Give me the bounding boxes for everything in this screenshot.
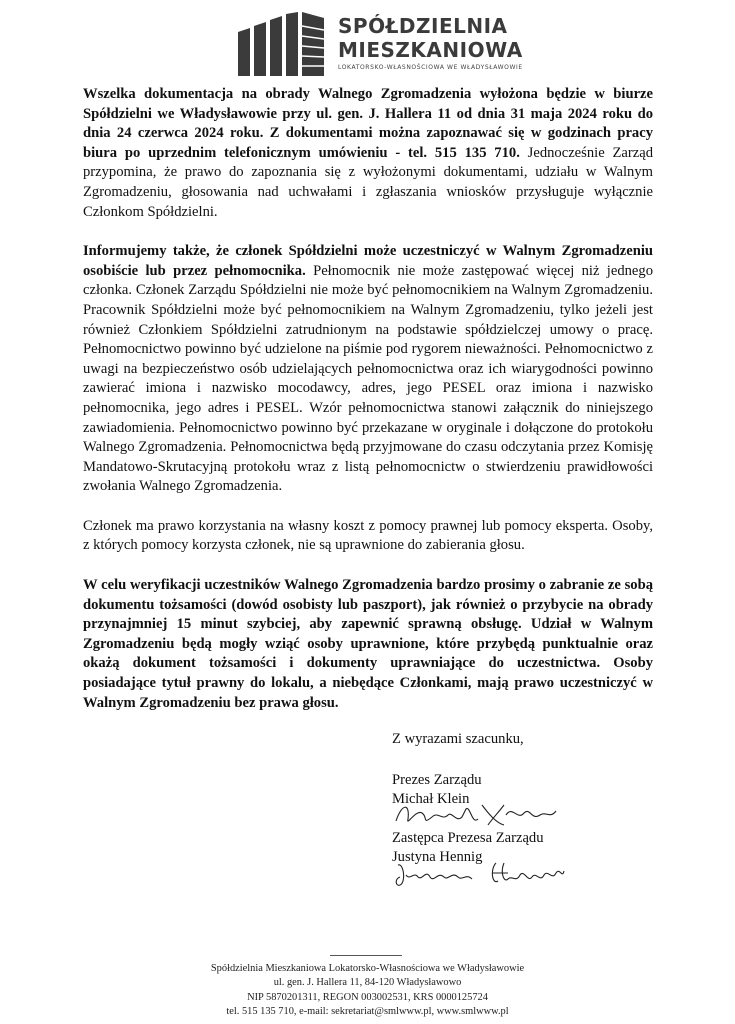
building-logo-icon — [236, 12, 326, 76]
logo-title-line2: MIESZKANIOWA — [338, 38, 523, 62]
closing-text: Z wyrazami szacunku, — [392, 731, 524, 747]
footer-organization: Spółdzielnia Mieszkaniowa Lokatorsko-Własnościowa we Władysławowie — [210, 963, 525, 974]
logo-subtitle: LOKATORSKO-WŁASNOŚCIOWA WE WŁADYSŁAWOWIE — [338, 64, 523, 71]
paragraph-proxy — [83, 242, 653, 497]
paragraph-legal-help — [83, 517, 653, 556]
paragraph-bold-text: Informujemy także, że członek Spółdzielni może uczestniczyć w Walnym Zgromadzeniu osobiście lub przez pełnomocnika. — [83, 243, 653, 279]
signatory-role: Prezes Zarządu — [392, 772, 482, 788]
signatory-name: Justyna Hennig — [392, 849, 483, 865]
logo-title — [338, 14, 523, 62]
footer — [150, 962, 585, 1019]
logo-title-line1: SPÓŁDZIELNIA — [338, 14, 508, 38]
cooperative-logo — [236, 8, 536, 78]
paragraph-text: Pełnomocnik nie może zastępować więcej niż jednego członka. Członek Zarządu Spółdzielni nie może być pełnomocnikiem na Walnym Zgromadzeniu. Pracownik Spółdzielni może być pełnomocnikiem na Walnym Zgromadzeniu, tylko jeżeli jest również Członkiem Spółdzielni zatrudnionym na podstawie spółdzielczej umowy o pracę. Pełnomocnictwo powinno być udzielone na piśmie pod rygorem nieważności. Pełnomocnictwo z uwagi na bezpieczeństwo osób udzielających pełnomocnictwa oraz ich wiarygodności powinno zawierać imiona i nazwisko mocodawcy, adres, jego PESEL oraz imiona i nazwisko pełnomocnika, jego adres i PESEL. Wzór pełnomocnictwa stanowi załącznik do niniejszego zawiadomienia. Pełnomocnictwo powinno być przekazane w oryginale i dołączone do protokołu Walnego Zgromadzenia. Pełnomocnictwa będą przyjmowane do czasu odczytania przez Komisję Mandatowo-Skrutacyjną protokołu wraz z listą pełnomocnictw o stwierdzeniu prawidłowości zwołania Walnego Zgromadzenia. — [83, 262, 653, 495]
paragraph-text: Jednocześnie Zarząd przypomina, że prawo do zapoznania się z wyłożonymi dokumentami, udziału w Walnym Zgromadzeniu, głosowania nad uchwałami i zgłaszania wniosków przysługuje wyłącznie Członkom Spółdzielni. — [83, 144, 653, 220]
signatory-role: Zastępca Prezesa Zarządu — [392, 830, 544, 846]
footer-divider — [330, 955, 402, 956]
paragraph-bold-text: W celu weryfikacji uczestników Walnego Zgromadzenia bardzo prosimy o zabranie ze sobą dokumentu tożsamości (dowód osobisty lub paszport), jak również o przybycie na obrady przynajmniej 15 minut szybciej, aby zapewnić sprawną obsługę. Udział w Walnym Zgromadzeniu będą mogły wziąć osoby uprawnione, które przybędą punktualnie oraz okażą dokument tożsamości i dokumenty uprawniające do uczestnictwa. Osoby posiadające tytuł prawny do lokalu, a niebędące Członkami, mają prawo uczestniczyć w Walnym Zgromadzeniu bez prawa głosu. — [83, 577, 653, 711]
signatory-name: Michał Klein — [392, 791, 470, 807]
footer-contact: tel. 515 135 710, e-mail: sekretariat@smlwww.pl, www.smlwww.pl — [226, 1005, 509, 1017]
paragraph-documentation — [83, 85, 653, 222]
paragraph-bold-text: Wszelka dokumentacja na obrady Walnego Zgromadzenia wyłożona będzie w biurze Spółdzielni we Władysławowie przy ul. gen. J. Hallera 11 od dnia 31 maja 2024 roku do dnia 24 czerwca 2024 roku. Z dokumentami można zapoznawać się w godzinach pracy biura po uprzednim telefonicznym umówieniu - tel. 515 135 710. — [83, 86, 653, 161]
letter-body — [83, 85, 653, 733]
footer-registry: NIP 5870201311, REGON 003002531, KRS 0000125724 — [247, 991, 488, 1003]
paragraph-text: Członek ma prawo korzystania na własny koszt z pomocy prawnej lub pomocy eksperta. Osoby, z których pomocy korzysta członek, nie są uprawnione do zabierania głosu. — [83, 517, 653, 554]
signature-block — [392, 730, 632, 889]
paragraph-verification — [83, 576, 653, 713]
footer-address: ul. gen. J. Hallera 11, 84-120 Władysławowo — [273, 977, 462, 989]
